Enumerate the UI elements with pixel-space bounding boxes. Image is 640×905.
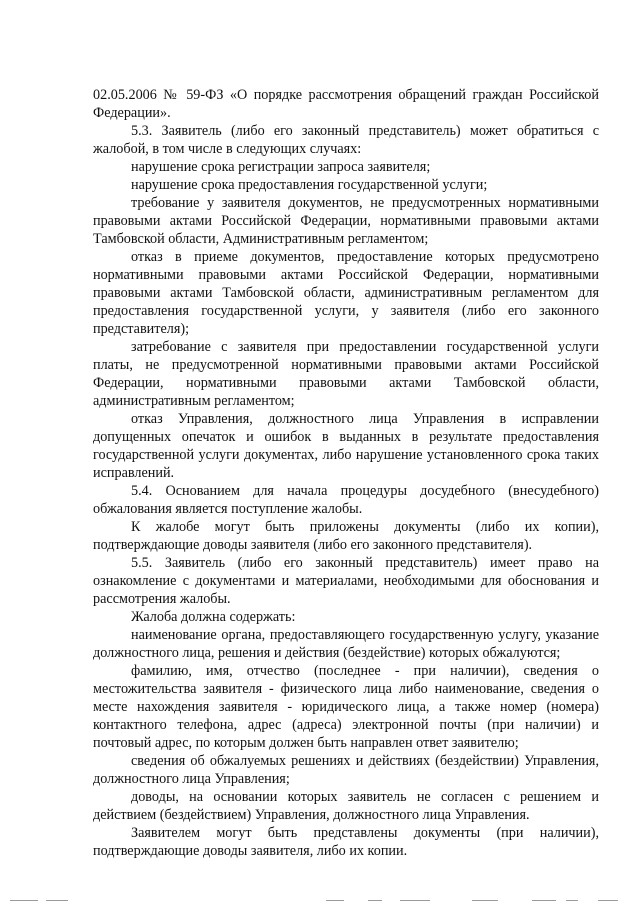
scan-mark (598, 900, 618, 901)
paragraph: Заявителем могут быть представлены документы (при наличии), подтверждающие доводы заявителя, либо их копии. (93, 825, 599, 859)
paragraph: затребование с заявителя при предоставлении государственной услуги платы, не предусмотренной нормативными правовыми актами Российской Федерации, нормативными правовыми актами Тамбовской области, административным регламентом; (93, 339, 599, 409)
scan-mark (400, 900, 430, 901)
scan-mark (532, 900, 556, 901)
scan-mark (326, 900, 344, 901)
document-body (93, 86, 599, 860)
paragraph: Жалоба должна содержать: (131, 609, 296, 625)
paragraph: фамилию, имя, отчество (последнее - при наличии), сведения о местожительства заявителя - физического лица либо наименование, сведения о месте нахождения заявителя - юридического лица, а также номер (номера) контактного телефона, адрес (адреса) электронной почты (при наличии) и почтовый адрес, по которым должен быть направлен ответ заявителю; (93, 663, 599, 751)
scan-mark (10, 900, 38, 901)
paragraph: К жалобе могут быть приложены документы (либо их копии), подтверждающие доводы заявителя (либо его законного представителя). (93, 519, 599, 553)
paragraph: 5.3. Заявитель (либо его законный представитель) может обратиться с жалобой, в том числе в следующих случаях: (93, 123, 599, 157)
scan-mark (46, 900, 68, 901)
scan-mark (566, 900, 578, 901)
paragraph: 5.4. Основанием для начала процедуры досудебного (внесудебного) обжалования является поступление жалобы. (93, 483, 599, 517)
paragraph: требование у заявителя документов, не предусмотренных нормативными правовыми актами Российской Федерации, нормативными правовыми актами Тамбовской области, Административным регламентом; (93, 195, 599, 247)
scan-mark (368, 900, 382, 901)
paragraph: отказ Управления, должностного лица Управления в исправлении допущенных опечаток и ошибок в выданных в результате предоставления государственной услуги документах, либо нарушение установленного срока таких исправлений. (93, 411, 599, 481)
scan-edge-marks (0, 893, 640, 905)
paragraph: нарушение срока предоставления государственной услуги; (131, 177, 488, 193)
paragraph: 5.5. Заявитель (либо его законный представитель) имеет право на ознакомление с документами и материалами, необходимыми для обоснования и рассмотрения жалобы. (93, 555, 599, 607)
paragraph: 02.05.2006 № 59-ФЗ «О порядке рассмотрения обращений граждан Российской Федерации». (93, 87, 599, 121)
paragraph: сведения об обжалуемых решениях и действиях (бездействии) Управления, должностного лица Управления; (93, 753, 599, 787)
paragraph: нарушение срока регистрации запроса заявителя; (131, 159, 431, 175)
paragraph: отказ в приеме документов, предоставление которых предусмотрено нормативными правовыми актами Российской Федерации, нормативными правовыми актами Тамбовской области, административным регламентом для предоставления государственной услуги, у заявителя (либо его законного представителя); (93, 249, 599, 337)
paragraph: доводы, на основании которых заявитель не согласен с решением и действием (бездействием) Управления, должностного лица Управления. (93, 789, 599, 823)
scan-mark (472, 900, 498, 901)
paragraph: наименование органа, предоставляющего государственную услугу, указание должностного лица, решения и действия (бездействие) которых обжалуются; (93, 627, 599, 661)
